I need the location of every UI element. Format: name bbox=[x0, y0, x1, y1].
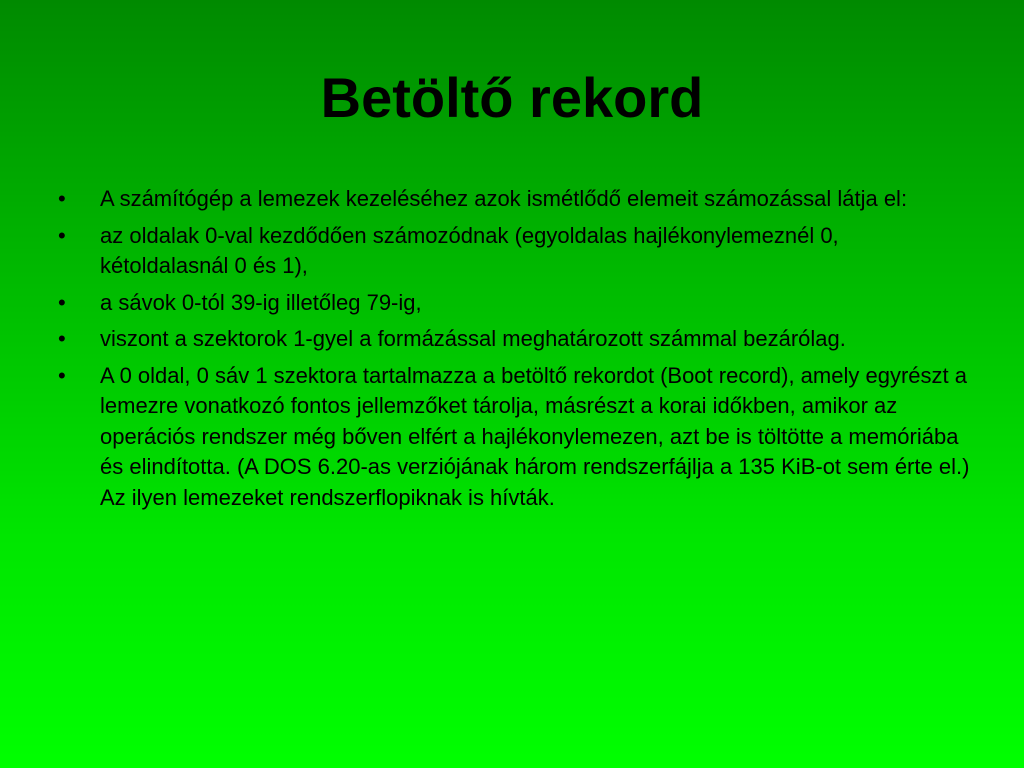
bullet-icon: • bbox=[58, 289, 66, 315]
bullet-text: az oldalak 0-val kezdődően számozódnak (egyoldalas hajlékonylemeznél 0, kétoldalasnál 0 és 1), bbox=[100, 222, 839, 278]
bullet-icon: • bbox=[58, 362, 66, 388]
list-item bbox=[58, 288, 970, 319]
bullet-icon: • bbox=[58, 222, 66, 248]
list-item bbox=[58, 324, 970, 355]
bullet-text: a sávok 0-tól 39-ig illetőleg 79-ig, bbox=[100, 289, 422, 315]
list-item bbox=[58, 184, 970, 215]
bullet-text: A számítógép a lemezek kezeléséhez azok ismétlődő elemeit számozással látja el: bbox=[100, 186, 908, 211]
bullet-text: viszont a szektorok 1-gyel a formázással meghatározott számmal bezárólag. bbox=[100, 326, 846, 351]
bullet-icon: • bbox=[58, 326, 66, 351]
list-item bbox=[58, 221, 970, 282]
bullet-text: A 0 oldal, 0 sáv 1 szektora tartalmazza a betöltő rekordot (Boot record), amely egyrészt a lemezre vonatkozó fontos jellemzőket tárolja, másrészt a korai időkben, amikor az operációs rendszer még bőven elfért a hajlékonylemezen, azt be is töltötte a memóriába és elindította. (A DOS 6.20-as verziójának három rendszerfájlja a 135 KiB-ot sem érte el.) Az ilyen lemezeket rendszerflopiknak is hívták. bbox=[100, 362, 970, 510]
bullet-list bbox=[58, 184, 970, 519]
slide-title: Betöltő rekord bbox=[320, 66, 704, 129]
bullet-icon: • bbox=[58, 186, 66, 211]
list-item bbox=[58, 361, 970, 514]
